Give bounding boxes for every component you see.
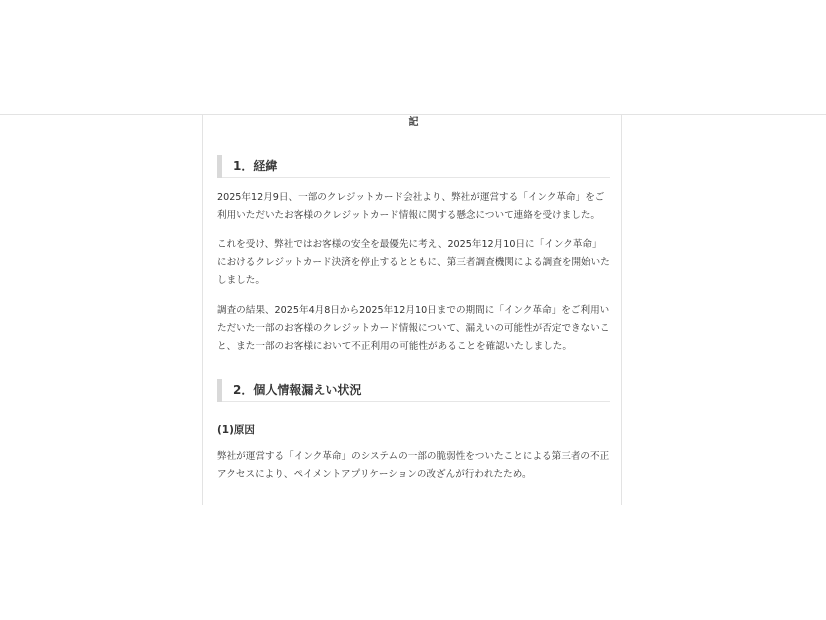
section-heading-label: 1．経緯 [233, 159, 278, 173]
section-heading-leak-status [217, 379, 610, 402]
paragraph: 2025年12月9日、一部のクレジットカード会社より、弊社が運営する「インク革命」をご利用いただいたお客様のクレジットカード情報に関する懸念について連絡を受けました。 [217, 192, 605, 221]
paragraph: これを受け、弊社ではお客様の安全を最優先に考え、2025年12月10日に「インク革命」におけるクレジットカード決済を停止するとともに、第三者調査機関による調査を開始いたしました。 [217, 239, 610, 286]
ki-mark: 記 [408, 117, 419, 128]
paragraph: 調査の結果、2025年4月8日から2025年12月10日までの期間に「インク革命」をご利用いただいた一部のお客様のクレジットカード情報について、漏えいの可能性が否定できないこと、また一部のお客様において不正利用の可能性があることを確認いたしました。 [217, 305, 610, 352]
section-heading-accent-bar [217, 379, 222, 402]
paragraph: 弊社が運営する「インク革命」のシステムの一部の脆弱性をついたことによる第三者の不正アクセスにより、ペイメントアプリケーションの改ざんが行われたため。 [217, 451, 610, 480]
section-heading-label: 2．個人情報漏えい状況 [233, 383, 362, 397]
subheading-cause: (1)原因 [217, 424, 255, 436]
section-heading-background [217, 155, 610, 178]
article-body [202, 115, 622, 505]
section-heading-accent-bar [217, 155, 222, 178]
